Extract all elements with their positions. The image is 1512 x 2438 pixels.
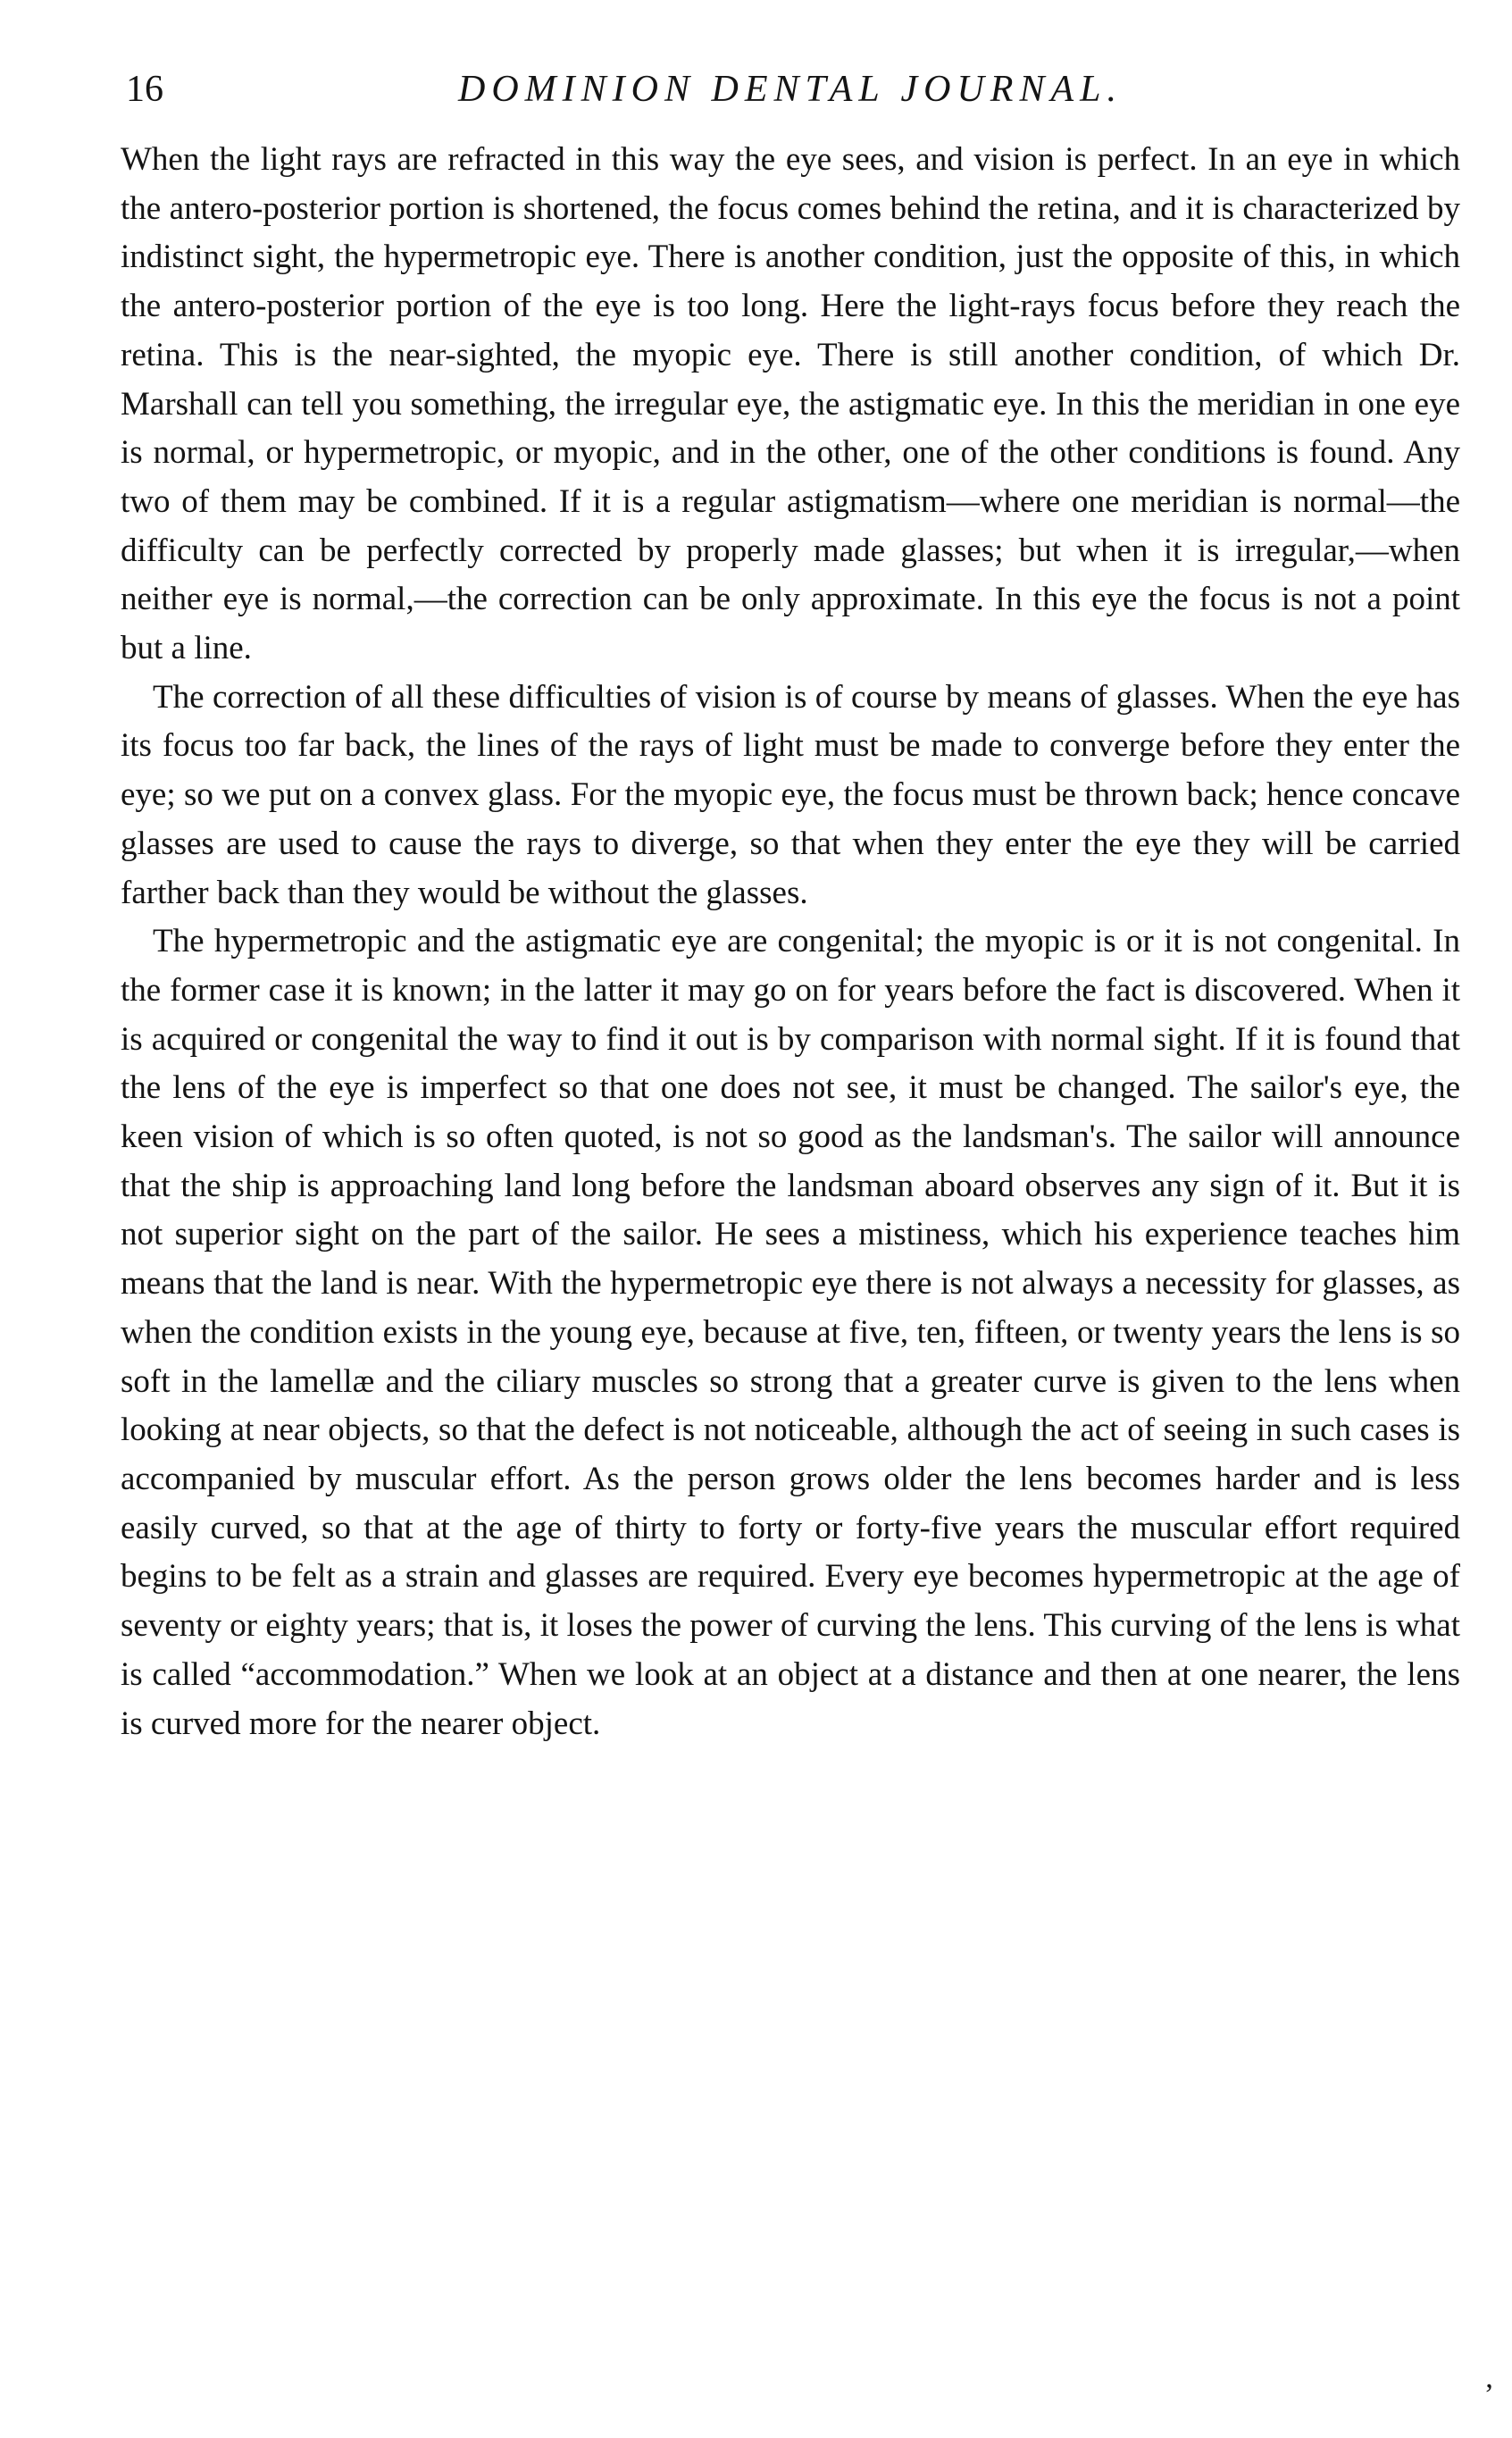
journal-page (121, 63, 1460, 2421)
paragraph-correction: The correction of all these difficulties of vision is of course by means of glasses. When the eye has its focus too far back, the lines of the rays of light must be made to converge before they enter the eye; so we put on a convex glass. For the myopic eye, the focus must be thrown back; hence concave glasses are used to cause the rays to diverge, so that when they enter the eye they will be carried farther back than they would be without the glasses. (121, 678, 1460, 911)
running-head (121, 63, 1460, 116)
page-number: 16 (126, 69, 163, 110)
paragraph-refraction: When the light rays are refracted in this way the eye sees, and vision is perfect. In an eye in which the antero-posterior portion is shortened, the focus comes behind the retina, and it is characterized by indistinct sight, the hypermetropic eye. There is another condition, just the opposite of this, in which the antero-posterior portion of the eye is too long. Here the light-rays focus before they reach the retina. This is the near-sighted, the myopic eye. There is still another condition, of which Dr. Marshall can tell you something, the irregular eye, the astigmatic eye. In this the meridian in one eye is normal, or hypermetropic, or myopic, and in the other, one of the other conditions is found. Any two of them may be combined. If it is a regular astigmatism—where one meridian is normal—the difficulty can be perfectly corrected by properly made glasses; but when it is irregular,—when neither eye is normal,—the correction can be only approximate. In this eye the focus is not a point but a line. (121, 141, 1460, 667)
paragraph-congenital: The hypermetropic and the astigmatic eye are congenital; the myopic is or it is not congenital. In the former case it is known; in the latter it may go on for years before the fact is discovered. When it is acquired or congenital the way to find it out is by comparison with normal sight. If it is found that the lens of the eye is imperfect so that one does not see, it must be changed. The sailor's eye, the keen vision of which is so often quoted, is not so good as the landsman's. The sailor will announce that the ship is approaching land long before the landsman aboard observes any sign of it. But it is not superior sight on the part of the sailor. He sees a mistiness, which his experience teaches him means that the land is near. With the hypermetropic eye there is not always a necessity for glasses, as when the condition exists in the young eye, because at five, ten, fifteen, or twenty years the lens is so soft in the lamellæ and the ciliary muscles so strong that a greater curve is given to the lens when looking at near objects, so that the defect is not noticeable, although the act of seeing in such cases is accompanied by muscular effort. As the person grows older the lens becomes harder and is less easily curved, so that at the age of thirty to forty or forty-five years the muscular effort required begins to be felt as a strain and glasses are required. Every eye becomes hypermetropic at the age of seventy or eighty years; that is, it loses the power of curving the lens. This curving of the lens is what is called “accommodation.” When we look at an object at a distance and then at one nearer, the lens is curved more for the nearer object. (121, 923, 1460, 1742)
journal-title: DOMINION DENTAL JOURNAL. (458, 69, 1123, 110)
corner-mark: ’ (1483, 2378, 1494, 2411)
article-body (121, 136, 1460, 1748)
